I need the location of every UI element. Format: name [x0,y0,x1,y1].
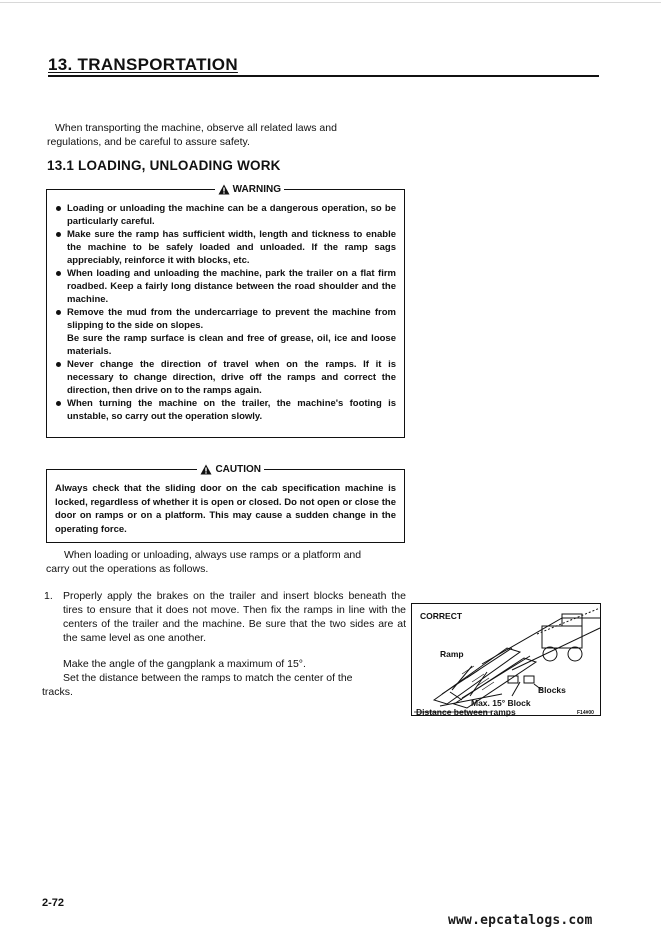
intro-line-1: When transporting the machine, observe all related laws and [55,122,337,134]
step-1 [44,589,406,699]
figure-label-blocks: Blocks [538,685,566,695]
warning-item: When loading and unloading the machine, park the trailer on a flat firm roadbed. Keep a fairly long distance between the road shoulder and the machine. [55,267,396,306]
warning-label: WARNING [232,183,281,195]
warning-list [55,202,396,423]
caution-header-line-right [264,469,404,470]
warning-item: Make sure the ramp has sufficient width, length and tickness to enable the machine to be safely loaded and unloaded. If the ramp sags appreciably, reinforce it with blocks, etc. [55,228,396,267]
title-underline [48,75,599,77]
warning-body [55,202,396,423]
loading-ramp-figure [411,603,601,716]
top-rule [0,2,661,3]
page-title: 13. TRANSPORTATION [48,55,238,74]
warning-header-line-right [284,189,404,190]
caution-text: Always check that the sliding door on the cab specification machine is locked, regardless of whether it is open or closed. Do not open or close the door on ramps or on a platform. This may cause a sudden change in the operating force. [55,483,396,535]
warning-item: Never change the direction of travel when on the ramps. If it is necessary to change direction, drive off the ramps and correct the direction, then drive on to the ramps again. [55,358,396,397]
figure-label-max-angle: Max. 15° Block [471,698,531,708]
warning-header-line-left [47,189,215,190]
warning-item: Loading or unloading the machine can be a dangerous operation, so be particularly careful. [55,202,396,228]
warning-item: Remove the mud from the undercarriage to prevent the machine from slipping to the side on slopes. [55,306,396,332]
intro-line-2: regulations, and be careful to assure safety. [47,136,250,148]
footer-url[interactable]: www.epcatalogs.com [448,913,593,928]
caution-header-line-left [47,469,197,470]
warning-item-continued: Be sure the ramp surface is clean and free of grease, oil, ice and loose materials. [67,333,396,357]
caution-triangle-icon [200,464,212,475]
caution-header [47,462,404,476]
step-1-number: 1. [44,590,53,602]
intro-paragraph [47,121,415,149]
warning-box [46,183,405,438]
ramps-line-2: carry out the operations as follows. [46,563,209,575]
ramps-paragraph [46,548,406,576]
page-number: 2-72 [42,897,65,909]
warning-triangle-icon [218,184,230,195]
warning-header [47,182,404,196]
caution-label: CAUTION [215,463,261,475]
figure-label-correct: CORRECT [420,611,463,621]
warning-item: When turning the machine on the trailer, the machine's footing is unstable, so carry out the operation slowly. [55,397,396,423]
step-1-distance-line-1: Set the distance between the ramps to match the center of the [63,672,353,684]
ramps-line-1: When loading or unloading, always use ramps or a platform and [64,549,362,561]
section-title: 13.1 LOADING, UNLOADING WORK [47,158,281,173]
figure-label-distance: Distance between ramps [416,707,516,717]
step-1-angle: Make the angle of the gangplank a maximum of 15°. [63,658,306,670]
step-1-distance-line-2: tracks. [42,686,73,698]
step-1-text: Properly apply the brakes on the trailer and insert blocks beneath the tires to ensure that it does not move. Then fix the ramps in line with the centers of the trailer and the machine. Be sure that the two sides are at the same level as one another. [63,590,406,644]
figure-label-ramp: Ramp [440,649,464,659]
caution-box [46,463,405,543]
figure-code: F14#00 [577,710,594,716]
